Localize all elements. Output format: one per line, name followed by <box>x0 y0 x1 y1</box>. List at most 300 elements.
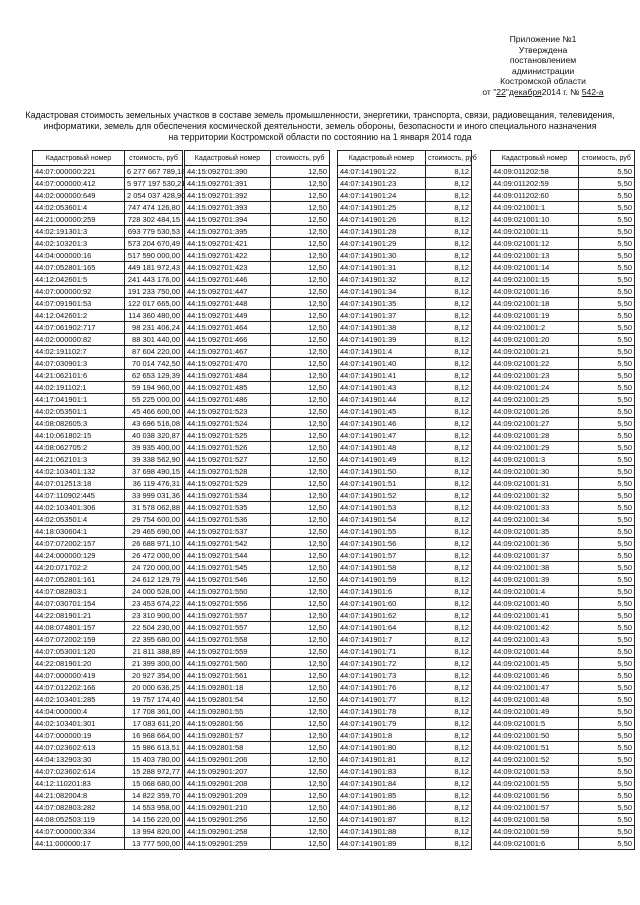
cost-cell: 40 038 320,87 <box>125 430 183 442</box>
cadastral-number-cell: 44:22:081901:20 <box>33 658 125 670</box>
table-row <box>338 682 472 694</box>
cadastral-number-cell: 44:09:021001:10 <box>491 214 579 226</box>
approval-prefix: от " <box>482 86 497 97</box>
cadastral-number-cell: 44:09:021001:38 <box>491 562 579 574</box>
cadastral-number-cell: 44:07:141901:8 <box>338 730 426 742</box>
table-row <box>33 322 183 334</box>
table-row <box>491 358 635 370</box>
table-row <box>185 706 330 718</box>
cadastral-number-cell: 44:15:092701:559 <box>185 646 271 658</box>
cadastral-number-cell: 44:09:021001:28 <box>491 430 579 442</box>
cadastral-number-cell: 44:15:092701:557 <box>185 622 271 634</box>
table-row <box>338 586 472 598</box>
cost-cell: 31 578 062,88 <box>125 502 183 514</box>
approval-date-line <box>458 87 628 98</box>
cadastral-number-cell: 44:09:021001:33 <box>491 502 579 514</box>
cadastral-number-cell: 44:15:092701:484 <box>185 370 271 382</box>
cadastral-number-cell: 44:08:062705:2 <box>33 442 125 454</box>
cadastral-number-cell: 44:02:103401:301 <box>33 718 125 730</box>
cost-cell: 8,12 <box>426 790 472 802</box>
cost-cell: 8,12 <box>426 646 472 658</box>
table-row <box>33 514 183 526</box>
cadastral-number-cell: 44:11:000000:17 <box>33 838 125 850</box>
cost-cell: 5,50 <box>579 358 635 370</box>
cadastral-number-cell: 44:02:103401:306 <box>33 502 125 514</box>
table-row <box>338 802 472 814</box>
table-row <box>185 394 330 406</box>
table-row <box>491 226 635 238</box>
cost-cell: 12,50 <box>271 358 330 370</box>
cadastral-number-cell: 44:07:091901:53 <box>33 298 125 310</box>
cadastral-number-cell: 44:07:141901:48 <box>338 442 426 454</box>
table-row <box>338 190 472 202</box>
table-row <box>491 274 635 286</box>
cost-cell: 12,50 <box>271 286 330 298</box>
cost-cell: 5,50 <box>579 334 635 346</box>
cadastral-number-cell: 44:07:141901:31 <box>338 262 426 274</box>
cost-cell: 12,50 <box>271 322 330 334</box>
cadastral-number-cell: 44:21:062101:3 <box>33 454 125 466</box>
table-row <box>33 214 183 226</box>
cost-cell: 8,12 <box>426 550 472 562</box>
table-row <box>185 586 330 598</box>
table-row <box>338 454 472 466</box>
table-row <box>185 310 330 322</box>
cost-cell: 12,50 <box>271 610 330 622</box>
table-row <box>185 190 330 202</box>
table-row <box>185 214 330 226</box>
cadastral-number-cell: 44:12:042601:5 <box>33 274 125 286</box>
cost-cell: 13 777 500,00 <box>125 838 183 850</box>
table-row <box>33 406 183 418</box>
cost-cell: 5,50 <box>579 190 635 202</box>
table-row <box>185 502 330 514</box>
cost-cell: 449 181 972,43 <box>125 262 183 274</box>
cost-cell: 114 360 480,00 <box>125 310 183 322</box>
cadastral-number-cell: 44:07:052801:165 <box>33 262 125 274</box>
approval-line-5: Костромской области <box>500 76 586 87</box>
cadastral-number-cell: 44:09:021001:50 <box>491 730 579 742</box>
cadastral-number-cell: 44:20:071702:2 <box>33 562 125 574</box>
table-row <box>338 166 472 178</box>
table-row <box>185 766 330 778</box>
cost-cell: 15 986 613,51 <box>125 742 183 754</box>
cadastral-number-cell: 44:07:141901:41 <box>338 370 426 382</box>
cadastral-number-cell: 44:15:092701:395 <box>185 226 271 238</box>
table-row <box>338 214 472 226</box>
table-row <box>33 394 183 406</box>
cadastral-number-cell: 44:07:030901:3 <box>33 358 125 370</box>
header-cadastral-number: Кадастровый номер <box>338 151 426 166</box>
table-row <box>338 202 472 214</box>
cost-cell: 8,12 <box>426 178 472 190</box>
cost-cell: 5,50 <box>579 634 635 646</box>
cost-cell: 8,12 <box>426 478 472 490</box>
table-row <box>33 766 183 778</box>
table-row <box>185 658 330 670</box>
cadastral-number-cell: 44:02:000000:649 <box>33 190 125 202</box>
cost-cell: 8,12 <box>426 310 472 322</box>
table-row <box>185 406 330 418</box>
cadastral-number-cell: 44:15:092701:467 <box>185 346 271 358</box>
table-row <box>491 694 635 706</box>
cadastral-number-cell: 44:07:000000:19 <box>33 730 125 742</box>
cost-cell: 26 472 000,00 <box>125 550 183 562</box>
approval-block <box>458 34 628 98</box>
cost-cell: 12,50 <box>271 778 330 790</box>
cadastral-number-cell: 44:09:021001:51 <box>491 742 579 754</box>
cost-cell: 39 935 400,00 <box>125 442 183 454</box>
cost-cell: 5,50 <box>579 718 635 730</box>
cadastral-number-cell: 44:02:191102:7 <box>33 346 125 358</box>
cost-cell: 12,50 <box>271 202 330 214</box>
cost-cell: 12,50 <box>271 262 330 274</box>
cost-cell: 5,50 <box>579 670 635 682</box>
table-row <box>491 814 635 826</box>
table-row <box>33 466 183 478</box>
table-row <box>185 298 330 310</box>
table-row <box>491 838 635 850</box>
cadastral-number-cell: 44:15:092701:394 <box>185 214 271 226</box>
table-row <box>338 430 472 442</box>
cadastral-number-cell: 44:09:021001:31 <box>491 478 579 490</box>
cost-cell: 8,12 <box>426 262 472 274</box>
cost-cell: 5,50 <box>579 454 635 466</box>
cadastral-number-cell: 44:07:141901:7 <box>338 634 426 646</box>
cadastral-number-cell: 44:07:141901:39 <box>338 334 426 346</box>
cadastral-number-cell: 44:07:141901:73 <box>338 670 426 682</box>
cost-cell: 12,50 <box>271 598 330 610</box>
cadastral-number-cell: 44:07:141901:54 <box>338 514 426 526</box>
cadastral-number-cell: 44:09:021001:58 <box>491 814 579 826</box>
cadastral-number-cell: 44:07:141901:86 <box>338 802 426 814</box>
cost-cell: 12,50 <box>271 682 330 694</box>
cadastral-number-cell: 44:15:092801:56 <box>185 718 271 730</box>
cadastral-number-cell: 44:15:092701:526 <box>185 442 271 454</box>
table-header-row <box>491 151 635 166</box>
table-row <box>185 778 330 790</box>
cost-cell: 12,50 <box>271 526 330 538</box>
cost-cell: 21 811 388,89 <box>125 646 183 658</box>
cost-cell: 8,12 <box>426 586 472 598</box>
table-row <box>338 730 472 742</box>
table-row <box>338 250 472 262</box>
table-row <box>33 550 183 562</box>
table-row <box>491 346 635 358</box>
cadastral-number-cell: 44:07:141901:53 <box>338 502 426 514</box>
table-row <box>491 598 635 610</box>
cadastral-number-cell: 44:07:141901:34 <box>338 286 426 298</box>
cost-cell: 12,50 <box>271 718 330 730</box>
table-row <box>33 274 183 286</box>
cost-cell: 8,12 <box>426 334 472 346</box>
table-row <box>185 574 330 586</box>
table-row <box>491 622 635 634</box>
table-row <box>185 322 330 334</box>
cadastral-number-cell: 44:09:021001:56 <box>491 790 579 802</box>
title-line-1: Кадастровая стоимость земельных участков в составе земель промышленности, энергетики, транспорта, связи, радиовещания, телевидения, <box>25 110 615 120</box>
cadastral-number-cell: 44:15:092901:258 <box>185 826 271 838</box>
header-cadastral-number: Кадастровый номер <box>33 151 125 166</box>
cadastral-number-cell: 44:09:021001:40 <box>491 598 579 610</box>
table-row <box>338 670 472 682</box>
cost-cell: 5,50 <box>579 682 635 694</box>
cost-cell: 8,12 <box>426 298 472 310</box>
cost-cell: 5,50 <box>579 466 635 478</box>
table-row <box>491 238 635 250</box>
document-title <box>20 110 620 143</box>
cost-cell: 8,12 <box>426 166 472 178</box>
table-row <box>33 370 183 382</box>
table-row <box>185 526 330 538</box>
cadastral-number-cell: 44:07:141901:55 <box>338 526 426 538</box>
table-row <box>491 178 635 190</box>
cadastral-number-cell: 44:07:141901:51 <box>338 478 426 490</box>
cadastral-number-cell: 44:07:141901:89 <box>338 838 426 850</box>
cost-cell: 728 302 484,15 <box>125 214 183 226</box>
cadastral-number-cell: 44:07:141901:85 <box>338 790 426 802</box>
cadastral-number-cell: 44:02:103201:3 <box>33 238 125 250</box>
table-row <box>491 202 635 214</box>
cost-cell: 12,50 <box>271 538 330 550</box>
table-row <box>185 250 330 262</box>
table-row <box>185 562 330 574</box>
cost-cell: 12,50 <box>271 730 330 742</box>
cost-cell: 39 338 562,90 <box>125 454 183 466</box>
table-row <box>338 526 472 538</box>
cadastral-number-cell: 44:15:092801:58 <box>185 742 271 754</box>
table-row <box>491 802 635 814</box>
cadastral-number-cell: 44:04:000000:16 <box>33 250 125 262</box>
cost-cell: 8,12 <box>426 814 472 826</box>
cost-cell: 8,12 <box>426 766 472 778</box>
cost-cell: 17 708 361,00 <box>125 706 183 718</box>
cadastral-number-cell: 44:15:092701:529 <box>185 478 271 490</box>
cost-cell: 8,12 <box>426 406 472 418</box>
cost-cell: 87 604 220,00 <box>125 346 183 358</box>
cost-cell: 5,50 <box>579 658 635 670</box>
table-row <box>33 430 183 442</box>
table-row <box>338 274 472 286</box>
cadastral-number-cell: 44:18:030604:1 <box>33 526 125 538</box>
cost-cell: 12,50 <box>271 370 330 382</box>
table-row <box>491 766 635 778</box>
table-row <box>33 814 183 826</box>
cadastral-number-cell: 44:15:092701:523 <box>185 406 271 418</box>
cost-cell: 29 465 690,00 <box>125 526 183 538</box>
table-row <box>185 274 330 286</box>
cost-cell: 8,12 <box>426 622 472 634</box>
table-row <box>338 394 472 406</box>
cadastral-number-cell: 44:21:082004:8 <box>33 790 125 802</box>
cadastral-number-cell: 44:02:191102:1 <box>33 382 125 394</box>
table-row <box>491 370 635 382</box>
table-row <box>338 370 472 382</box>
cadastre-table-4 <box>490 150 635 850</box>
cost-cell: 5,50 <box>579 178 635 190</box>
table-row <box>491 670 635 682</box>
cadastral-number-cell: 44:09:021001:34 <box>491 514 579 526</box>
table-row <box>491 658 635 670</box>
table-row <box>33 478 183 490</box>
cost-cell: 12,50 <box>271 514 330 526</box>
table-row <box>33 418 183 430</box>
table-row <box>33 790 183 802</box>
cadastral-number-cell: 44:15:092701:550 <box>185 586 271 598</box>
cadastral-number-cell: 44:15:092701:545 <box>185 562 271 574</box>
table-row <box>338 574 472 586</box>
cost-cell: 8,12 <box>426 670 472 682</box>
cost-cell: 20 000 636,25 <box>125 682 183 694</box>
table-row <box>33 526 183 538</box>
cadastral-number-cell: 44:07:141901:56 <box>338 538 426 550</box>
table-row <box>185 358 330 370</box>
cost-cell: 5,50 <box>579 622 635 634</box>
cost-cell: 14 822 359,70 <box>125 790 183 802</box>
approval-line-3: постановлением <box>509 55 577 66</box>
cost-cell: 12,50 <box>271 814 330 826</box>
table-row <box>33 346 183 358</box>
cadastral-number-cell: 44:15:092701:486 <box>185 394 271 406</box>
cadastral-number-cell: 44:09:021001:59 <box>491 826 579 838</box>
cadastral-number-cell: 44:15:092701:556 <box>185 598 271 610</box>
table-row <box>33 538 183 550</box>
table-row <box>185 598 330 610</box>
cost-cell: 12,50 <box>271 634 330 646</box>
cost-cell: 5,50 <box>579 394 635 406</box>
cost-cell: 23 310 900,00 <box>125 610 183 622</box>
cadastral-number-cell: 44:09:021001:32 <box>491 490 579 502</box>
table-row <box>33 262 183 274</box>
cost-cell: 5,50 <box>579 526 635 538</box>
cost-cell: 5,50 <box>579 754 635 766</box>
table-row <box>491 742 635 754</box>
cost-cell: 8,12 <box>426 418 472 430</box>
cadastral-number-cell: 44:04:000000:4 <box>33 706 125 718</box>
table-row <box>33 178 183 190</box>
cadastral-number-cell: 44:07:141901:78 <box>338 706 426 718</box>
cadastral-number-cell: 44:21:000000:259 <box>33 214 125 226</box>
approval-line-4: администрации <box>511 65 575 76</box>
cost-cell: 8,12 <box>426 430 472 442</box>
table-row <box>338 382 472 394</box>
cost-cell: 8,12 <box>426 322 472 334</box>
table-header-row <box>185 151 330 166</box>
table-row <box>491 466 635 478</box>
cost-cell: 62 653 129,39 <box>125 370 183 382</box>
cost-cell: 12,50 <box>271 166 330 178</box>
cadastral-number-cell: 44:15:092701:524 <box>185 418 271 430</box>
table-row <box>491 262 635 274</box>
table-row <box>491 730 635 742</box>
cost-cell: 8,12 <box>426 214 472 226</box>
cadastre-table-3 <box>337 150 477 850</box>
cost-cell: 12,50 <box>271 454 330 466</box>
cadastral-number-cell: 44:15:092701:528 <box>185 466 271 478</box>
cost-cell: 12,50 <box>271 754 330 766</box>
table-row <box>338 814 472 826</box>
table-row <box>185 814 330 826</box>
table-row <box>33 802 183 814</box>
cost-cell: 8,12 <box>426 238 472 250</box>
cadastral-number-cell: 44:07:141901:59 <box>338 574 426 586</box>
cadastral-number-cell: 44:15:092901:207 <box>185 766 271 778</box>
cost-cell: 8,12 <box>426 706 472 718</box>
cost-cell: 8,12 <box>426 610 472 622</box>
header-cost: стоимость, руб <box>271 151 330 166</box>
cost-cell: 5,50 <box>579 202 635 214</box>
cost-cell: 5,50 <box>579 742 635 754</box>
cadastral-number-cell: 44:15:092801:54 <box>185 694 271 706</box>
cadastral-number-cell: 44:07:141901:87 <box>338 814 426 826</box>
cost-cell: 5 977 197 530,21 <box>125 178 183 190</box>
cadastral-number-cell: 44:09:021001:24 <box>491 382 579 394</box>
cadastral-number-cell: 44:07:141901:84 <box>338 778 426 790</box>
cost-cell: 33 999 031,36 <box>125 490 183 502</box>
cadastral-number-cell: 44:02:053601:4 <box>33 202 125 214</box>
cost-cell: 12,50 <box>271 694 330 706</box>
cost-cell: 5,50 <box>579 262 635 274</box>
table-row <box>491 586 635 598</box>
table-row <box>185 550 330 562</box>
cost-cell: 13 994 820,00 <box>125 826 183 838</box>
cadastral-number-cell: 44:10:061802:15 <box>33 430 125 442</box>
table-row <box>338 442 472 454</box>
cadastral-number-cell: 44:07:141901:23 <box>338 178 426 190</box>
cadastral-number-cell: 44:15:092701:393 <box>185 202 271 214</box>
approval-quote: " <box>505 86 509 97</box>
table-row <box>491 502 635 514</box>
cadastral-number-cell: 44:09:021001:14 <box>491 262 579 274</box>
table-row <box>338 310 472 322</box>
table-row <box>491 250 635 262</box>
table-row <box>491 418 635 430</box>
cadastral-number-cell: 44:07:141901:60 <box>338 598 426 610</box>
cadastral-number-cell: 44:07:012513:18 <box>33 478 125 490</box>
cadastral-number-cell: 44:15:092901:210 <box>185 802 271 814</box>
cadastral-number-cell: 44:09:021001:49 <box>491 706 579 718</box>
cost-cell: 8,12 <box>426 598 472 610</box>
cadastral-number-cell: 44:09:021001:27 <box>491 418 579 430</box>
cost-cell: 5,50 <box>579 250 635 262</box>
table-row <box>491 754 635 766</box>
cost-cell: 5,50 <box>579 574 635 586</box>
table-row <box>491 514 635 526</box>
cost-cell: 8,12 <box>426 514 472 526</box>
cost-cell: 8,12 <box>426 826 472 838</box>
cost-cell: 8,12 <box>426 526 472 538</box>
cost-cell: 21 399 300,00 <box>125 658 183 670</box>
cadastral-number-cell: 44:07:141901:50 <box>338 466 426 478</box>
cost-cell: 12,50 <box>271 766 330 778</box>
cadastral-number-cell: 44:09:021001:6 <box>491 838 579 850</box>
cost-cell: 5,50 <box>579 790 635 802</box>
cadastral-number-cell: 44:02:103401:132 <box>33 466 125 478</box>
cadastral-number-cell: 44:07:141901:80 <box>338 742 426 754</box>
header-cost: стоимость, руб <box>125 151 183 166</box>
table-row <box>185 826 330 838</box>
table-row <box>33 730 183 742</box>
cost-cell: 12,50 <box>271 178 330 190</box>
cost-cell: 5,50 <box>579 214 635 226</box>
cost-cell: 36 119 476,31 <box>125 478 183 490</box>
table-row <box>33 298 183 310</box>
cost-cell: 37 698 490,15 <box>125 466 183 478</box>
cost-cell: 5,50 <box>579 814 635 826</box>
cost-cell: 5,50 <box>579 346 635 358</box>
cost-cell: 8,12 <box>426 718 472 730</box>
cost-cell: 12,50 <box>271 802 330 814</box>
